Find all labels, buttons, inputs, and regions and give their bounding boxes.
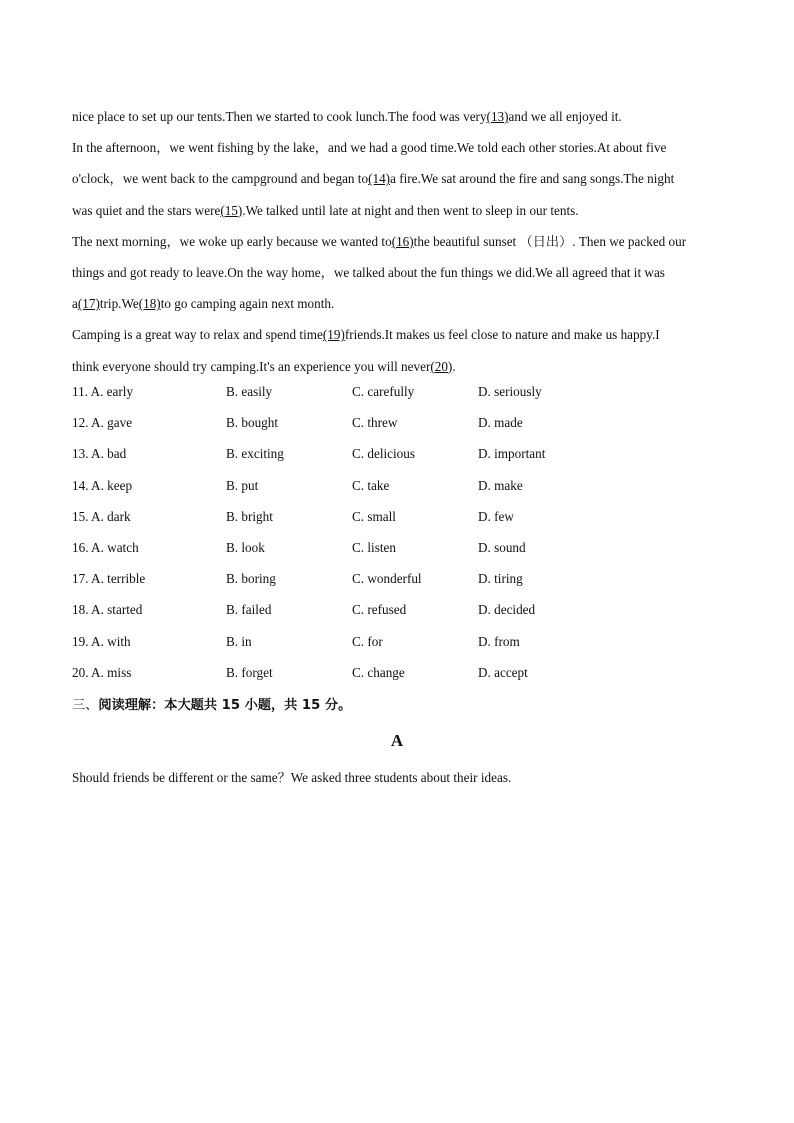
option-b: B. forget (226, 664, 273, 680)
passage-text: the beautiful sunset （日出）. Then we packed our (413, 233, 687, 249)
blank-17: (17) (77, 296, 100, 312)
option-b: B. look (226, 539, 265, 555)
question-row (72, 443, 672, 474)
passage-text: friends.It makes us feel close to nature and make us happy.I (344, 327, 660, 343)
option-a: 17. A. terrible (72, 571, 146, 587)
section-number: 三、 (72, 698, 99, 713)
option-d: D. few (478, 508, 514, 524)
option-b: B. boring (226, 571, 276, 587)
cloze-passage (72, 101, 732, 382)
blank-13: (13) (486, 109, 509, 124)
option-c: C. small (352, 508, 396, 524)
option-d: D. seriously (478, 384, 542, 399)
option-b: B. put (226, 477, 259, 493)
passage-text: The next morning，we woke up early because we wanted to (72, 233, 392, 249)
passage-text: o'clock，we went back to the campground and began to (72, 171, 369, 187)
passage-text: trip.We (99, 296, 139, 312)
option-c: C. change (352, 664, 405, 680)
passage-line (72, 226, 732, 257)
blank-20: (20) (430, 358, 453, 374)
option-b: B. in (226, 633, 252, 649)
passage-line (72, 288, 732, 319)
blank-18: (18) (138, 296, 161, 312)
passage-line (72, 101, 732, 132)
option-a: 16. A. watch (72, 539, 139, 555)
option-b: B. failed (226, 602, 272, 618)
passage-line: things and got ready to leave.On the way home，we talked about the fun things we did.We all agreed that it was (72, 265, 665, 281)
passage-text: nice place to set up our tents.Then we started to cook lunch.The food was very (72, 109, 487, 124)
passage-text: a fire.We sat around the fire and sang songs.The night (390, 171, 675, 187)
blank-19: (19) (322, 327, 345, 343)
option-a: 14. A. keep (72, 477, 133, 493)
question-row (72, 537, 672, 568)
blank-15: (15) (220, 202, 243, 218)
option-a: 11. A. early (72, 384, 134, 399)
answer-options (72, 381, 672, 693)
passage-line (72, 195, 732, 226)
option-c: C. refused (352, 602, 407, 618)
option-b: B. easily (226, 384, 273, 399)
passage-text: a (72, 296, 78, 312)
option-b: B. exciting (226, 446, 284, 462)
option-a: 20. A. miss (72, 664, 132, 680)
passage-text: . (452, 358, 456, 374)
section-title: 阅读理解：本大题共 15 小题，共 15 分。 (98, 698, 352, 713)
passage-text: think everyone should try camping.It's an experience you will never (72, 358, 431, 374)
question-row (72, 631, 672, 662)
question-row (72, 599, 672, 630)
option-c: C. wonderful (352, 571, 422, 587)
option-d: D. sound (478, 539, 526, 555)
question-row (72, 506, 672, 537)
option-c: C. threw (352, 415, 398, 431)
option-c: C. delicious (352, 446, 416, 462)
option-a: 15. A. dark (72, 508, 131, 524)
blank-16: (16) (391, 233, 414, 249)
section-heading (72, 694, 351, 713)
passage-line (72, 351, 732, 382)
option-c: C. listen (352, 539, 396, 555)
passage-text: to go camping again next month. (160, 296, 335, 312)
passage-text: Camping is a great way to relax and spend time (72, 327, 323, 343)
option-d: D. accept (478, 664, 528, 680)
option-d: D. make (478, 477, 523, 493)
passage-text: and we all enjoyed it. (508, 109, 622, 124)
option-d: D. important (478, 446, 546, 462)
option-d: D. tiring (478, 571, 523, 587)
option-d: D. from (478, 633, 520, 649)
option-b: B. bought (226, 415, 279, 431)
part-title: A (390, 731, 404, 750)
passage-line (72, 163, 732, 194)
question-row (72, 381, 672, 412)
option-a: 19. A. with (72, 633, 131, 649)
passage-line: In the afternoon，we went fishing by the lake，and we had a good time.We told each other stories.At about five (72, 140, 667, 156)
passage-line (72, 319, 732, 350)
option-c: C. for (352, 633, 383, 649)
option-a: 13. A. bad (72, 446, 127, 462)
option-a: 12. A. gave (72, 415, 133, 431)
option-d: D. made (478, 415, 523, 431)
passage-text: was quiet and the stars were (72, 202, 221, 218)
question-row (72, 568, 672, 599)
passage-text: .We talked until late at night and then went to sleep in our tents. (242, 202, 579, 218)
question-row (72, 662, 672, 693)
option-a: 18. A. started (72, 602, 143, 618)
blank-14: (14) (368, 171, 391, 187)
option-c: C. take (352, 477, 390, 493)
reading-intro: Should friends be different or the same？We asked three students about their ideas. (72, 770, 512, 785)
question-row (72, 412, 672, 443)
option-b: B. bright (226, 508, 273, 524)
option-d: D. decided (478, 602, 536, 618)
option-c: C. carefully (352, 384, 415, 399)
question-row (72, 475, 672, 506)
